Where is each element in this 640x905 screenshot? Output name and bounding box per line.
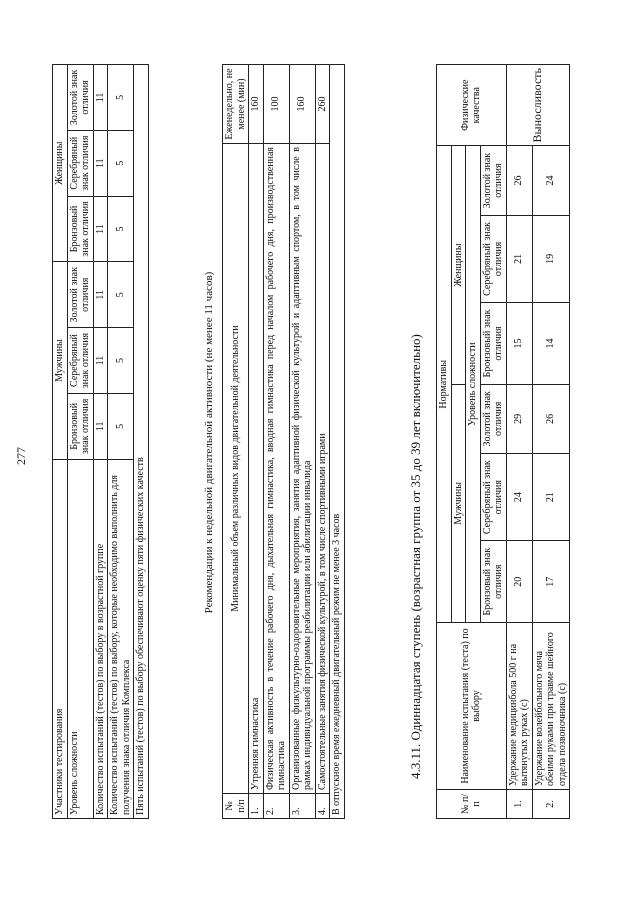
- women-bronze-header: Бронзовый знак отличия: [67, 196, 93, 262]
- men-header: Мужчины: [53, 262, 68, 459]
- table-row: Количество испытаний (тестов) по выбору, которые необходимо выполнить для получения знака отличия Комплекса 5 5 5 5 5 5: [108, 65, 134, 819]
- table1-footer: Пять испытаний (тестов) по выбору обеспечивают оценку пяти физических качеств: [134, 65, 149, 819]
- phys-header: Физические качества: [437, 65, 507, 146]
- difficulty-label: Уровень сложности: [67, 459, 93, 818]
- table-row: 4. Самостоятельные занятия физической культурой, в том числе спортивными играми 260: [315, 65, 330, 819]
- table-row: 2. Удержание волейбольного мяча обеими руками при травме шейного отдела позвоночника (с) 17 21 26 14 19 24: [532, 65, 570, 819]
- t3-difficulty: Уровень сложности: [466, 146, 481, 623]
- table-row: 1. Утренняя гимнастика 160: [249, 65, 264, 819]
- participants-label: Участники тестирования: [53, 459, 68, 818]
- col-time: Еженедельно, не менее (мин): [223, 65, 249, 144]
- table2-footer: В отпускное время ежедневный двигательный режим не менее 3 часов: [330, 65, 345, 819]
- men-bronze-header: Бронзовый знак отличия: [67, 393, 93, 459]
- women-gold-header: Золотой знак отличия: [67, 65, 93, 131]
- activity-table: [222, 64, 345, 819]
- col-num: № п/п: [223, 794, 249, 819]
- women-header: Женщины: [53, 65, 68, 262]
- col-kind: Минимальный объем различных видов двигательной деятельности: [223, 144, 249, 794]
- participants-table: [52, 64, 149, 819]
- women-silver-header: Серебряный знак отличия: [67, 130, 93, 196]
- men-gold-header: Золотой знак отличия: [67, 262, 93, 328]
- table-row: 1. Удержание медицинбола 500 г на вытянутых руках (с) 20 24 29 15 21 26 Выносливость: [506, 65, 532, 819]
- endurance-label: Выносливость: [506, 65, 570, 146]
- table-row: Количество испытаний (тестов) по выбору в возрастной группе 11 11 11 11 11 11: [93, 65, 108, 819]
- table-row: 3. Организованные физкультурно-оздоровительные мероприятия, занятия адаптивной физической культурой и адаптивным спортом, в том числе в рамках индивидуальной программы реабилитации или абилитации инвалида 160: [289, 65, 315, 819]
- table-row: 2. Физическая активность в течение рабочего дня, дыхательная гимнастика, вводная гимнастика перед началом рабочего дня, производственная гимнастика 100: [263, 65, 289, 819]
- t3-col-num: № п/п: [437, 790, 507, 819]
- page-number: 277: [14, 447, 28, 465]
- t3-women-header: Женщины: [451, 146, 466, 384]
- norms-header: Нормативы: [437, 146, 452, 623]
- t3-col-name: Наименование испытания (теста) по выбору: [437, 623, 507, 790]
- norms-table: № п/п Наименование испытания (теста) по выбору Нормативы Физические качества Мужчины Женщины Уровень сложности Бронзовый знак отличия Серебряный знак отличия Золотой знак отличия Бронзовый знак отличия Серебряный знак отличия Золотой знак отличия 1. Удержание медицинбола 500 г на вытянутых руках (с) 20 24 29 15 21 26 Выносливость 2. Удержание волейбольного мяча обеими руками при травме шейного отдела позвоночника (с) 17 21 26 14 19 24: [436, 64, 570, 819]
- men-silver-header: Серебряный знак отличия: [67, 328, 93, 394]
- section-title: 4.3.11. Одиннадцатая ступень (возрастная группа от 35 до 39 лет включительно): [408, 334, 423, 779]
- t3-men-header: Мужчины: [451, 384, 466, 622]
- activity-caption: Рекомендации к недельной двигательной активности (не менее 11 часов): [203, 271, 215, 614]
